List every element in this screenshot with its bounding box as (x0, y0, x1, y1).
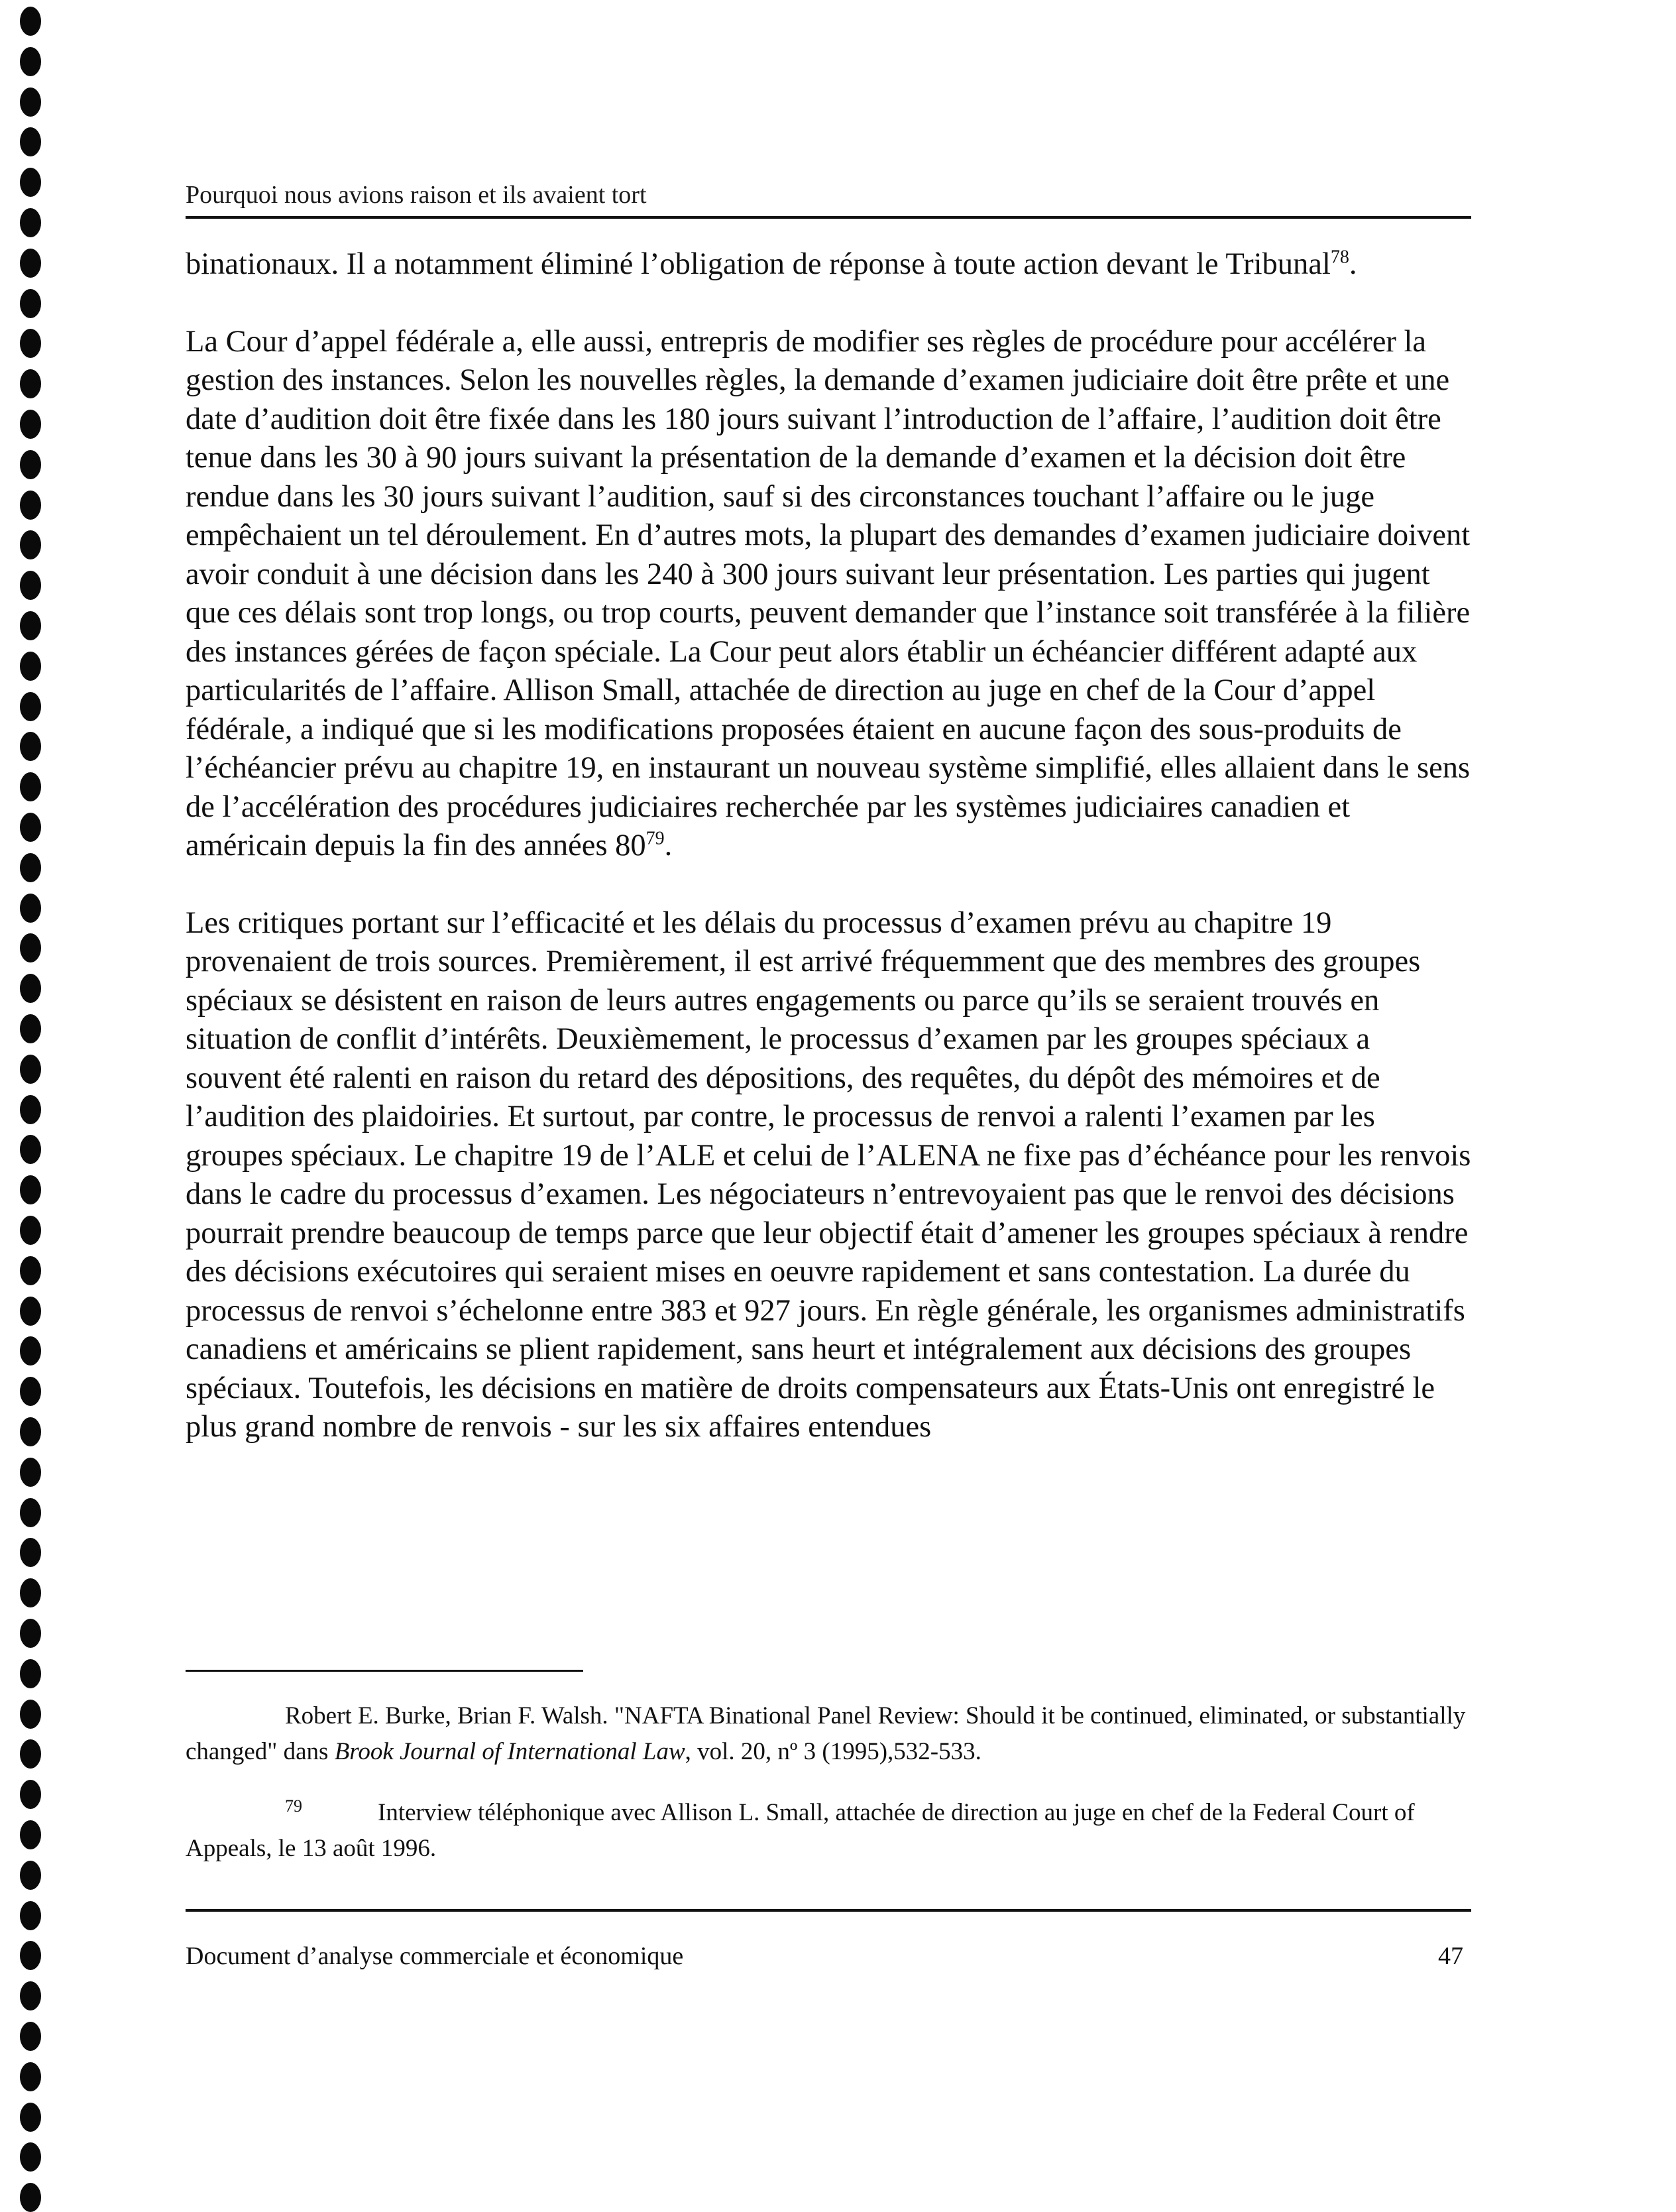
footer-rule (186, 1909, 1471, 1912)
binding-hole (20, 329, 41, 358)
binding-hole (20, 1981, 41, 2010)
footnote-78-text-b: , vol. 20, nº 3 (1995),532-533. (685, 1738, 981, 1765)
binding-hole (20, 2142, 41, 2172)
binding-hole (20, 2022, 41, 2051)
binding-hole (20, 1095, 41, 1124)
footnote-78 (186, 1698, 1471, 1770)
footnote-ref-78: 78 (1330, 247, 1349, 268)
spiral-binding-holes (13, 0, 46, 2207)
footnote-78-journal: Brook Journal of International Law (334, 1738, 685, 1765)
binding-hole (20, 1417, 41, 1446)
binding-hole (20, 853, 41, 882)
binding-hole (20, 2062, 41, 2091)
binding-hole (20, 732, 41, 761)
footnote-79-text: Interview téléphonique avec Allison L. Small, attachée de direction au juge en chef de la Federal Court of Appeals, le 13 août 1996. (186, 1799, 1415, 1862)
binding-hole (20, 491, 41, 520)
binding-hole (20, 1619, 41, 1648)
binding-hole (20, 2183, 41, 2212)
footnotes (186, 1698, 1471, 1892)
footnote-separator (186, 1670, 583, 1672)
binding-hole (20, 933, 41, 962)
binding-hole (20, 127, 41, 156)
paragraph-1 (186, 245, 1471, 284)
running-header: Pourquoi nous avions raison et ils avaient tort (186, 181, 647, 209)
binding-hole (20, 1256, 41, 1285)
binding-hole (20, 1014, 41, 1043)
footer-publication: Document d’analyse commerciale et économique (186, 1942, 684, 1970)
binding-hole (20, 1055, 41, 1084)
binding-hole (20, 1297, 41, 1326)
paragraph-3 (186, 904, 1471, 1447)
binding-hole (20, 47, 41, 76)
binding-hole (20, 1498, 41, 1527)
binding-hole (20, 894, 41, 923)
binding-hole (20, 289, 41, 318)
binding-hole (20, 813, 41, 842)
binding-hole (20, 1861, 41, 1890)
binding-hole (20, 1739, 41, 1769)
binding-hole (20, 1700, 41, 1729)
binding-hole (20, 692, 41, 721)
binding-hole (20, 1538, 41, 1567)
paragraph-2-end: . (664, 829, 673, 862)
binding-hole (20, 1901, 41, 1930)
binding-hole (20, 530, 41, 559)
binding-hole (20, 369, 41, 398)
binding-hole (20, 1175, 41, 1204)
binding-hole (20, 772, 41, 801)
binding-hole (20, 571, 41, 600)
binding-hole (20, 1780, 41, 1809)
binding-hole (20, 450, 41, 479)
page-number: 47 (1438, 1942, 1463, 1970)
binding-hole (20, 1578, 41, 1607)
binding-hole (20, 1216, 41, 1245)
footnote-79: 79 Interview téléphonique avec Allison L. Small, attachée de direction au juge en chef de la Federal Court of Appeals, le 13 août 1996. (186, 1796, 1415, 1862)
binding-hole (20, 7, 41, 36)
binding-hole (20, 1135, 41, 1164)
binding-hole (20, 1458, 41, 1487)
paragraph-1-end: . (1349, 247, 1357, 281)
paragraph-3-text: Les critiques portant sur l’efficacité et les délais du processus d’examen prévu au chapitre 19 provenaient de trois sources. Premièrement, il est arrivé fréquemment que des membres des groupes spéciaux se désistent en raison de leurs autres engagements ou parce qu’ils se seraient trouvés en situation de conflit d’intérêts. Deuxièmement, le processus d’examen par les groupes spéciaux a souvent été ralenti en raison du retard des dépositions, des requêtes, du dépôt des mémoires et de l’audition des plaidoiries. Et surtout, par contre, le processus de renvoi a ralenti l’examen par les groupes spéciaux. Le chapitre 19 de l’ALE et celui de l’ALENA ne fixe pas d’échéance pour les renvois dans le cadre du processus d’examen. Les négociateurs n’entrevoyaient pas que le renvoi des décisions pourrait prendre beaucoup de temps parce que leur objectif était d’amener les groupes spéciaux à rendre des décisions exécutoires qui seraient mises en oeuvre rapidement et sans contestation. La durée du processus de renvoi s’échelonne entre 383 et 927 jours. En règle générale, les organismes administratifs canadiens et américains se plient rapidement, sans heurt et intégralement aux décisions des groupes spéciaux. Toutefois, les décisions en matière de droits compensateurs aux États-Unis ont enregistré le plus grand nombre de renvois - sur les six affaires entendues (186, 905, 1471, 1444)
body-text (186, 245, 1471, 1485)
binding-hole (20, 1336, 41, 1366)
binding-hole (20, 208, 41, 237)
binding-hole (20, 87, 41, 117)
footnote-ref-79: 79 (645, 828, 665, 849)
footnote-78-text-a: Robert E. Burke, Brian F. Walsh. "NAFTA Binational Panel Review: Should it be continued, eliminated, or substantially changed" dans (186, 1702, 1466, 1765)
binding-hole (20, 1941, 41, 1970)
binding-hole (20, 611, 41, 640)
binding-hole (20, 974, 41, 1003)
paragraph-2 (186, 323, 1471, 866)
binding-hole (20, 1377, 41, 1406)
binding-hole (20, 2103, 41, 2132)
paragraph-1-text: binationaux. Il a notamment éliminé l’obligation de réponse à toute action devant le Tribunal (186, 247, 1331, 281)
binding-hole (20, 1659, 41, 1688)
binding-hole (20, 249, 41, 278)
binding-hole (20, 1820, 41, 1849)
binding-hole (20, 168, 41, 197)
header-rule (186, 216, 1471, 219)
binding-hole (20, 410, 41, 439)
paragraph-2-text: La Cour d’appel fédérale a, elle aussi, entrepris de modifier ses règles de procédure pour accélérer la gestion des instances. Selon les nouvelles règles, la demande d’examen judiciaire doit être prête et une date d’audition doit être fixée dans les 180 jours suivant l’introduction de l’affaire, l’audition doit être tenue dans les 30 à 90 jours suivant la présentation de la demande d’examen et la décision doit être rendue dans les 30 jours suivant l’audition, sauf si des circonstances touchant l’affaire ou le juge empêchaient un tel déroulement. En d’autres mots, la plupart des demandes d’examen judiciaire doivent avoir conduit à une décision dans les 240 à 300 jours suivant leur présentation. Les parties qui jugent que ces délais sont trop longs, ou trop courts, peuvent demander que l’instance soit transférée à la filière des instances gérées de façon spéciale. La Cour peut alors établir un échéancier différent adapté aux particularités de l’affaire. Allison Small, attachée de direction au juge en chef de la Cour d’appel fédérale, a indiqué que si les modifications proposées étaient en aucune façon des sous-produits de l’échéancier prévu au chapitre 19, en instaurant un nouveau système simplifié, elles allaient dans le sens de l’accélération des procédures judiciaires recherchée par les systèmes judiciaires canadien et américain depuis la fin des années 80 (186, 324, 1471, 862)
binding-hole (20, 652, 41, 681)
